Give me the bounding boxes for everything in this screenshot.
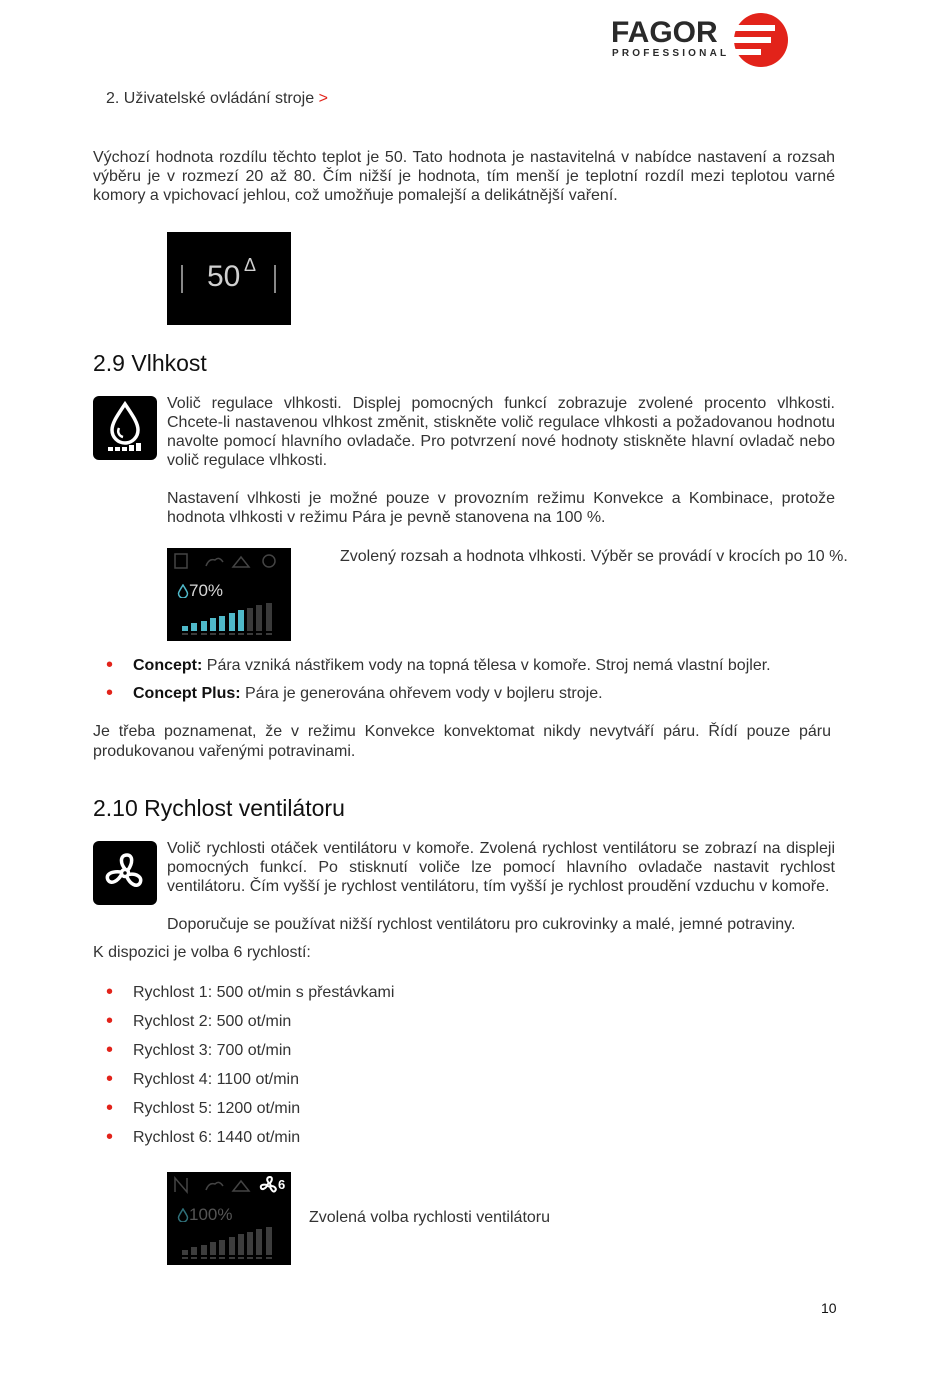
list-item: • Rychlost 5: 1200 ot/min <box>93 1094 593 1123</box>
fan-display-speed: 6 <box>278 1177 286 1192</box>
humidity-display-caption: Zvolený rozsah a hodnota vlhkosti. Výběr se provádí v krocích po 10 %. <box>340 548 848 565</box>
fan-level-bars <box>167 1172 291 1265</box>
level-bar <box>238 610 244 631</box>
fan-display-value: 100% <box>189 1205 233 1224</box>
level-bar <box>201 621 207 631</box>
brand-logo <box>611 18 793 68</box>
list-item-term: Concept Plus: <box>133 685 241 702</box>
level-bar <box>238 1234 244 1255</box>
fan-speed-list <box>93 978 593 1152</box>
list-item: • Rychlost 1: 500 ot/min s přestávkami <box>93 978 593 1007</box>
list-item: • Rychlost 3: 700 ot/min <box>93 1036 593 1065</box>
section-heading-humidity: 2.9 Vlhkost <box>93 350 207 376</box>
humidity-display-value: 70% <box>189 581 224 600</box>
fan-icon <box>93 841 157 905</box>
humidity-note: Je třeba poznamenat, že v režimu Konvekce konvektomat nikdy nevytváří páru. Řídí pouze páru produkovanou vařenými potravinami. <box>93 723 831 760</box>
level-bar-base <box>229 1257 235 1259</box>
level-bar-base <box>247 633 253 635</box>
list-item-text: Pára vzniká nástřikem vody na topná tělesa v komoře. Stroj nemá vlastní bojler. <box>202 657 771 674</box>
level-bar-base <box>256 633 262 635</box>
level-bar-base <box>219 633 225 635</box>
level-bar-base <box>182 1257 188 1259</box>
level-bar <box>191 623 197 631</box>
level-bar <box>229 613 235 631</box>
delta-display <box>167 232 291 325</box>
brand-subtitle: PROFESSIONAL <box>612 48 730 59</box>
level-bar-base <box>210 1257 216 1259</box>
list-item <box>93 651 853 680</box>
level-bar-base <box>266 633 272 635</box>
level-bar-base <box>201 633 207 635</box>
intro-paragraph: Výchozí hodnota rozdílu těchto teplot je 50. Tato hodnota je nastavitelná v nabídce nastavení a rozsah výběru je v rozmezí 20 až 80. Čím nižší je hodnota, tím menší je teplotní rozdíl mezi teplotou varné komory a vpichovací jehlou, což umožňuje pomalejší a delikátnější vaření. <box>93 149 835 204</box>
list-item: • Rychlost 4: 1100 ot/min <box>93 1065 593 1094</box>
fan-speeds-lead: K dispozici je volba 6 rychlostí: <box>93 944 311 961</box>
fan-paragraph-1: Volič rychlosti otáček ventilátoru v komoře. Zvolená rychlost ventilátoru se zobrazí na displeji pomocných funkcí. Po stisknutí voliče lze pomocí hlavního ovladače nastavit rychlost ventilátoru. Čím vyšší je rychlost ventilátoru, tím vyšší je rychlost proudění vzduchu v komoře. <box>167 840 835 895</box>
level-bar <box>247 1232 253 1255</box>
list-item-term: Concept: <box>133 657 203 674</box>
level-bar-base <box>247 1257 253 1259</box>
level-bar-base <box>201 1257 207 1259</box>
level-bar <box>191 1247 197 1255</box>
level-bar-base <box>229 633 235 635</box>
level-bar-base <box>238 1257 244 1259</box>
level-bar <box>256 1229 262 1255</box>
level-bar <box>219 1240 225 1255</box>
level-bar-base <box>238 633 244 635</box>
fan-paragraph-2: Doporučuje se používat nižší rychlost ventilátoru pro cukrovinky a malé, jemné potraviny. <box>167 916 796 933</box>
fan-display <box>167 1172 291 1265</box>
level-bar-base <box>182 633 188 635</box>
level-bar <box>229 1237 235 1255</box>
list-item: • Rychlost 6: 1440 ot/min <box>93 1123 593 1152</box>
fan-speed-button[interactable] <box>93 841 157 905</box>
fagor-logo-icon <box>731 12 791 68</box>
display-divider-left <box>181 265 183 293</box>
level-bar <box>201 1245 207 1255</box>
breadcrumb-label: 2. Uživatelské ovládání stroje <box>106 90 315 107</box>
section-heading-fan: 2.10 Rychlost ventilátoru <box>93 795 345 821</box>
list-item <box>93 679 853 708</box>
steam-generation-list <box>93 651 853 708</box>
breadcrumb-arrow: > <box>318 90 328 107</box>
page-number: 10 <box>821 1300 837 1316</box>
humidity-drop-icon <box>93 396 157 460</box>
list-item: • Rychlost 2: 500 ot/min <box>93 1007 593 1036</box>
level-bar <box>182 626 188 631</box>
level-bar <box>210 618 216 631</box>
level-bar <box>182 1250 188 1255</box>
level-bar <box>247 608 253 631</box>
level-bar-base <box>210 633 216 635</box>
list-item-text: Pára je generována ohřevem vody v bojleru stroje. <box>240 685 603 702</box>
level-bar <box>266 1227 272 1255</box>
breadcrumb[interactable] <box>106 90 328 108</box>
level-bar-base <box>266 1257 272 1259</box>
humidity-level-bars <box>167 548 291 641</box>
delta-value: 50 <box>207 260 241 293</box>
level-bar <box>210 1242 216 1255</box>
level-bar <box>219 616 225 631</box>
level-bar <box>256 605 262 631</box>
display-divider-right <box>274 265 276 293</box>
delta-symbol: Δ <box>244 255 257 275</box>
humidity-paragraph-1: Volič regulace vlhkosti. Displej pomocných funkcí zobrazuje zvolené procento vlhkosti. Chcete-li nastavenou vlhkost změnit, stiskněte volič regulace vlhkosti a požadovanou hodnotu navolte pomocí hlavního ovladače. Pro potvrzení nové hodnoty stiskněte hlavní ovladač nebo volič regulace vlhkosti. <box>167 395 835 469</box>
level-bar-base <box>191 633 197 635</box>
level-bar <box>266 603 272 631</box>
fan-display-caption: Zvolená volba rychlosti ventilátoru <box>309 1209 551 1226</box>
level-bar-base <box>191 1257 197 1259</box>
level-bar-base <box>219 1257 225 1259</box>
brand-name: FAGOR <box>611 16 718 49</box>
humidity-paragraph-2: Nastavení vlhkosti je možné pouze v provozním režimu Konvekce a Kombinace, protože hodnota vlhkosti v režimu Pára je pevně stanovena na 100 %. <box>167 490 835 526</box>
humidity-button[interactable] <box>93 396 157 460</box>
level-bar-base <box>256 1257 262 1259</box>
humidity-display <box>167 548 291 641</box>
